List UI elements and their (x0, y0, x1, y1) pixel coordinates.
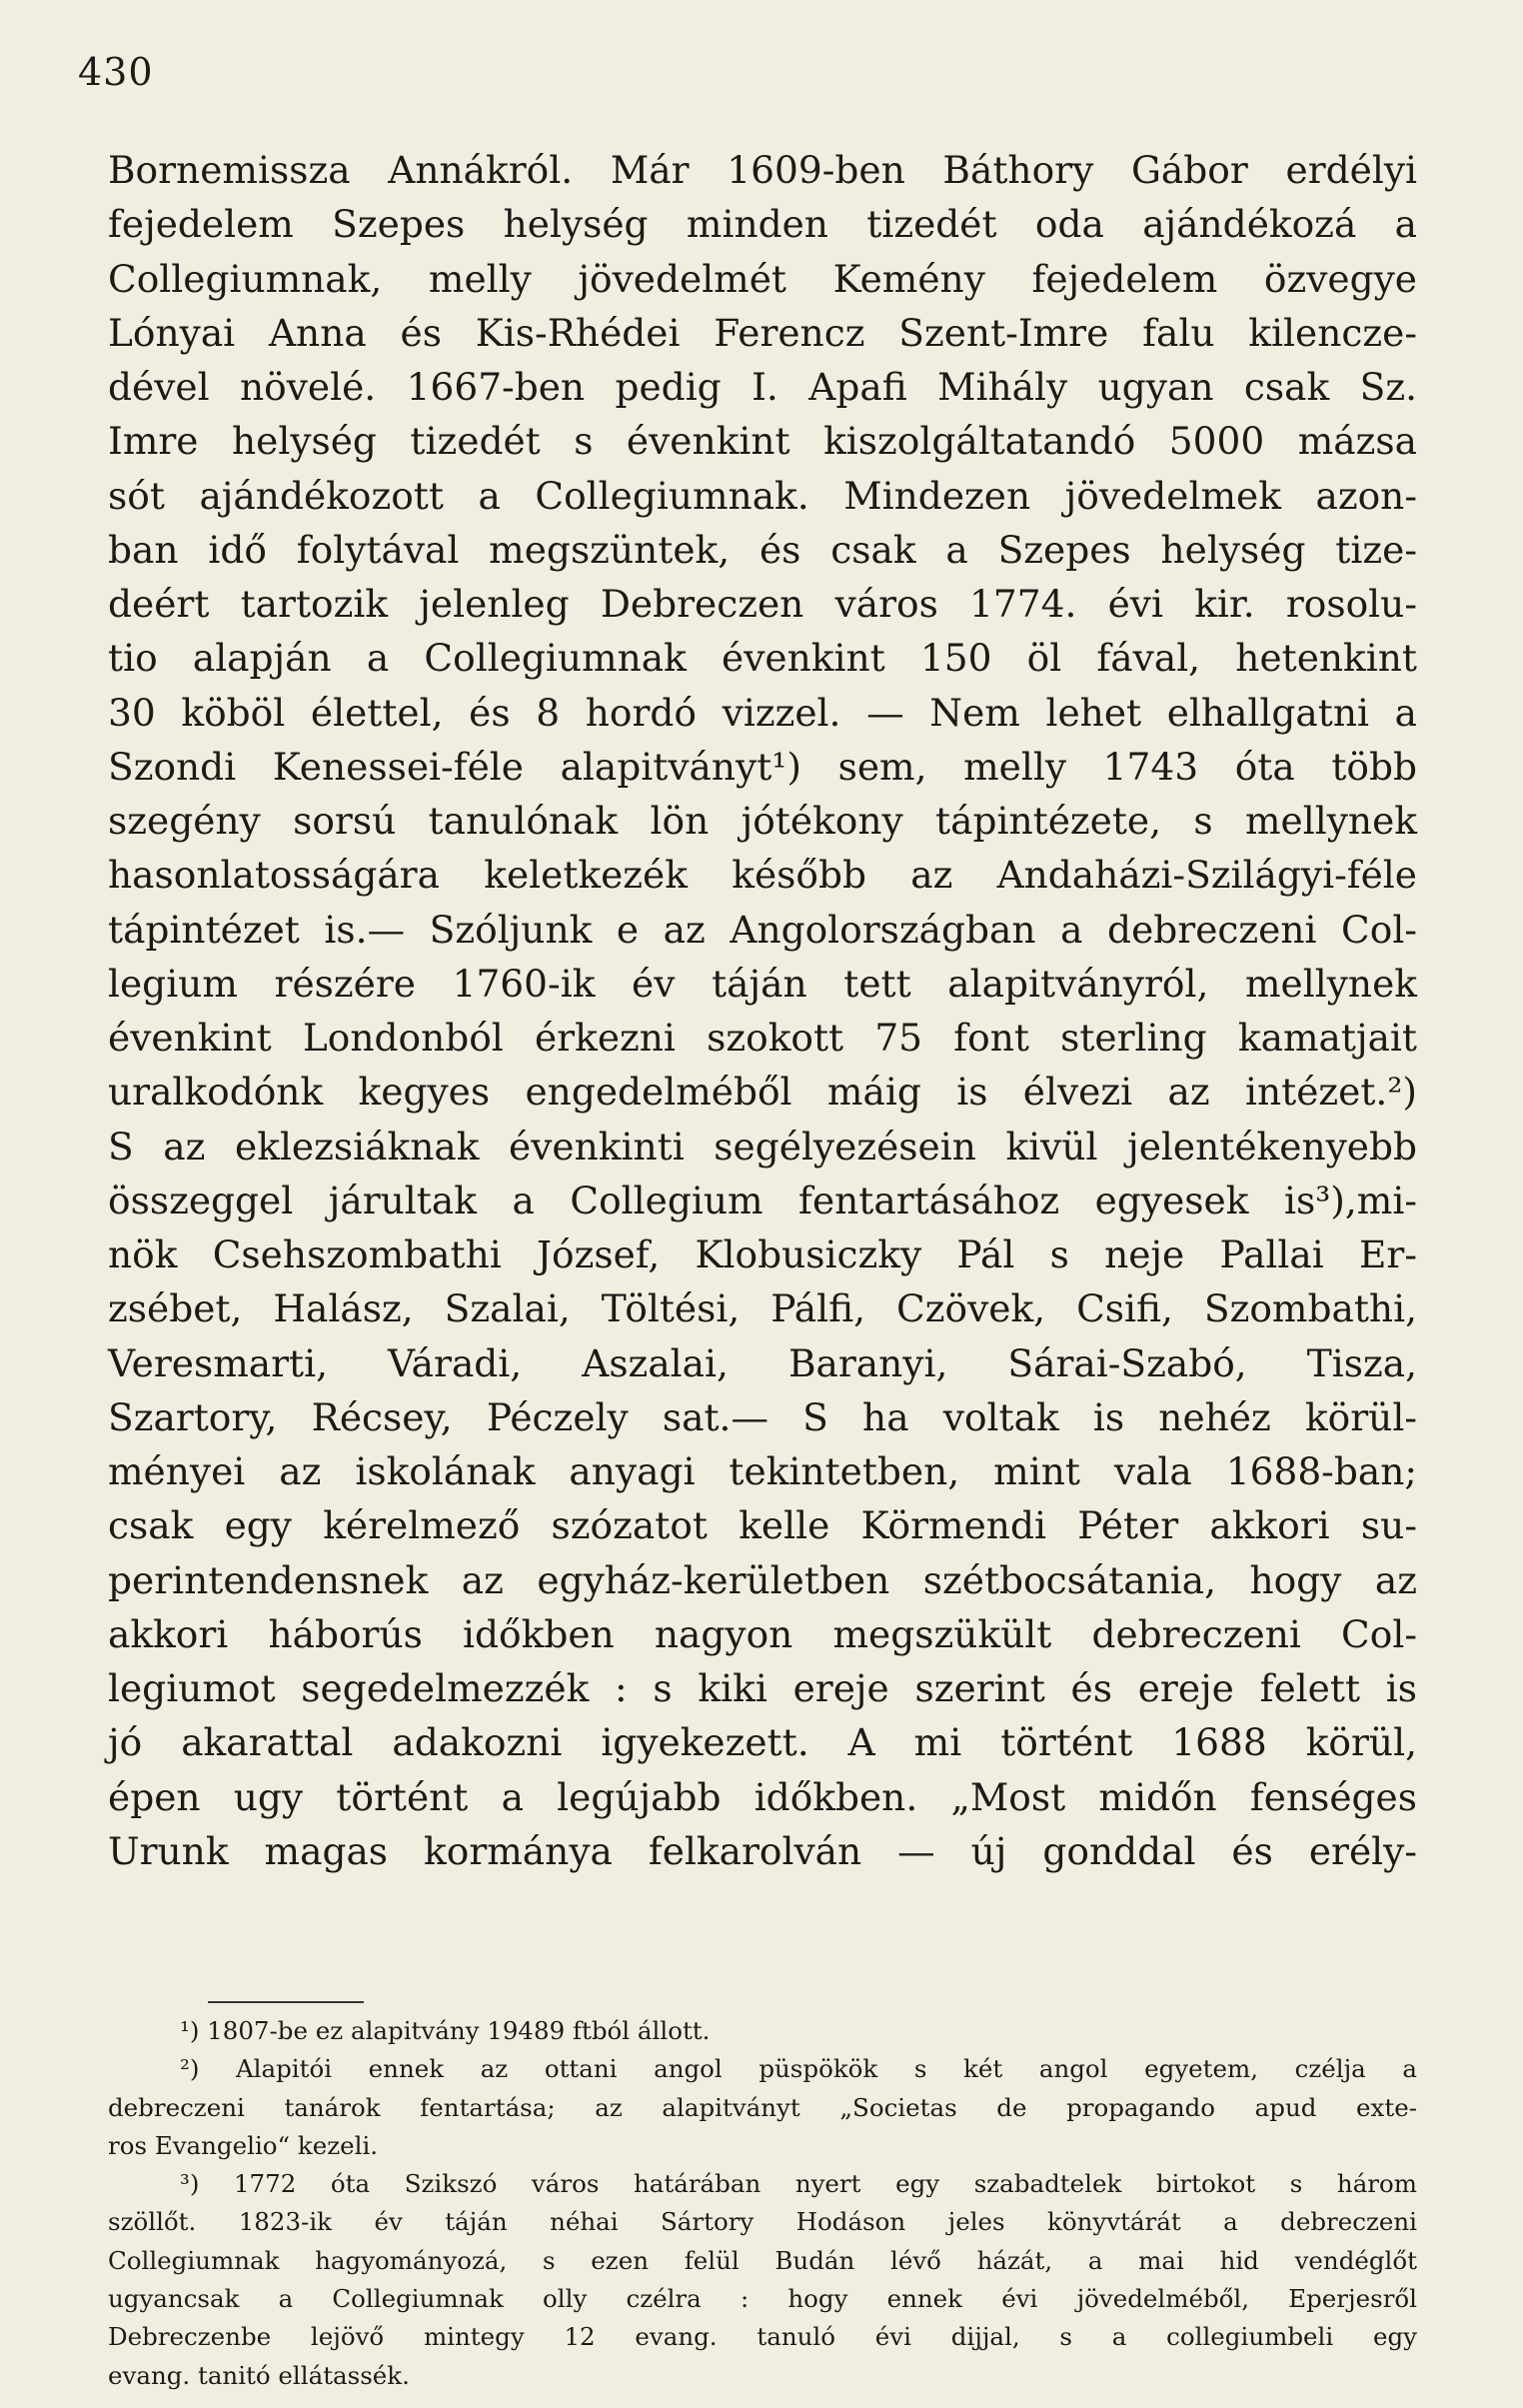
text-line: Bornemissza Annákról. Már 1609-ben Báthory Gábor erdélyi (108, 148, 1417, 192)
text-line: Imre helység tizedét s évenkint kiszolgáltatandó 5000 mázsa (108, 419, 1417, 464)
text-line: Szartory, Récsey, Péczely sat.— S ha voltak is nehéz körül- (108, 1394, 1417, 1439)
text-line: hasonlatosságára keletkezék később az Andaházi-Szilágyi-féle (108, 853, 1417, 898)
text-line: épen ugy történt a legújabb időkben. „Most midőn fenséges (108, 1774, 1417, 1819)
text-line: évenkint Londonból érkezni szokott 75 font sterling kamatjait (108, 1016, 1417, 1060)
text-line: jó akarattal adakozni igyekezett. A mi történt 1688 körül, (108, 1720, 1417, 1765)
footnote-line: ²) Alapitói ennek az ottani angol püspökök s két angol egyetem, czélja a (180, 2054, 1417, 2084)
footnote-line: Collegiumnak hagyományozá, s ezen felül Budán lévő házát, a mai hid vendéglőt (108, 2245, 1417, 2275)
page-number: 430 (78, 50, 154, 94)
text-line: Veresmarti, Váradi, Aszalai, Baranyi, Sárai-Szabó, Tisza, (108, 1340, 1417, 1385)
text-line: S az eklezsiáknak évenkinti segélyezésein kivül jelentékenyebb (108, 1124, 1417, 1169)
footnote-line: szöllőt. 1823-ik év táján néhai Sártory Hodáson jeles könyvtárát a debreczeni (108, 2207, 1417, 2237)
text-line: deért tartozik jelenleg Debreczen város 1774. évi kir. rosolu- (108, 582, 1417, 626)
footnotes (108, 2012, 1417, 2395)
text-line: legiumot segedelmezzék : s kiki ereje szerint és ereje felett is (108, 1666, 1417, 1710)
text-line: Collegiumnak, melly jövedelmét Kemény fejedelem özvegye (108, 256, 1417, 301)
text-line: fejedelem Szepes helység minden tizedét oda ajándékozá a (108, 202, 1417, 247)
text-line: Urunk magas kormánya felkarolván — új gonddal és erély- (108, 1828, 1417, 1873)
footnote-line: evang. tanitó ellátassék. (108, 2360, 410, 2390)
text-line: tio alapján a Collegiumnak évenkint 150 öl fával, hetenkint (108, 636, 1417, 681)
text-line: tápintézet is.— Szóljunk e az Angolországban a debreczeni Col- (108, 907, 1417, 952)
text-line: nök Csehszombathi József, Klobusiczky Pál s neje Pallai Er- (108, 1232, 1417, 1276)
text-line: sót ajándékozott a Collegiumnak. Mindezen jövedelmek azon- (108, 473, 1417, 518)
text-line: 30 köböl élettel, és 8 hordó vizzel. — Nem lehet elhallgatni a (108, 690, 1417, 735)
text-line: dével növelé. 1667-ben pedig I. Apafi Mihály ugyan csak Sz. (108, 365, 1417, 409)
text-line: perintendensnek az egyház-kerületben szétbocsátania, hogy az (108, 1557, 1417, 1602)
text-line: ményei az iskolának anyagi tekintetben, mint vala 1688-ban; (108, 1449, 1417, 1493)
text-line: ban idő folytával megszüntek, és csak a Szepes helység tize- (108, 527, 1417, 572)
text-line: Szondi Kenessei-féle alapitványt¹) sem, melly 1743 óta több (108, 744, 1417, 789)
text-line: Lónyai Anna és Kis-Rhédei Ferencz Szent-Imre falu kilencze- (108, 310, 1417, 355)
text-line: akkori háborús időkben nagyon megszükült debreczeni Col- (108, 1611, 1417, 1656)
footnote-line: ugyancsak a Collegiumnak olly czélra : hogy ennek évi jövedelméből, Eperjesről (108, 2284, 1417, 2314)
text-line: legium részére 1760-ik év táján tett alapitványról, mellynek (108, 961, 1417, 1006)
text-line: csak egy kérelmező szózatot kelle Körmendi Péter akkori su- (108, 1503, 1417, 1548)
text-line: szegény sorsú tanulónak lön jótékony tápintézete, s mellynek (108, 799, 1417, 843)
footnote-line: ¹) 1807-be ez alapitvány 19489 ftból állott. (180, 2016, 711, 2045)
text-line: uralkodónk kegyes engedelméből máig is élvezi az intézet.²) (108, 1070, 1417, 1115)
footnote-line: ³) 1772 óta Szikszó város határában nyert egy szabadtelek birtokot s három (180, 2169, 1417, 2199)
footnote-line: debreczeni tanárok fentartása; az alapitványt „Societas de propagando apud exte- (108, 2092, 1417, 2122)
footnote-line: ros Evangelio“ kezeli. (108, 2130, 379, 2160)
main-text (108, 143, 1417, 1878)
text-line: összeggel járultak a Collegium fentartásához egyesek is³),mi- (108, 1178, 1417, 1222)
footnote-line: Debreczenbe lejövő mintegy 12 evang. tanuló évi dijjal, s a collegiumbeli egy (108, 2322, 1417, 2352)
text-line: zsébet, Halász, Szalai, Töltési, Pálfi, Czövek, Csifi, Szombathi, (108, 1286, 1417, 1331)
footnote-divider (208, 2001, 364, 2003)
